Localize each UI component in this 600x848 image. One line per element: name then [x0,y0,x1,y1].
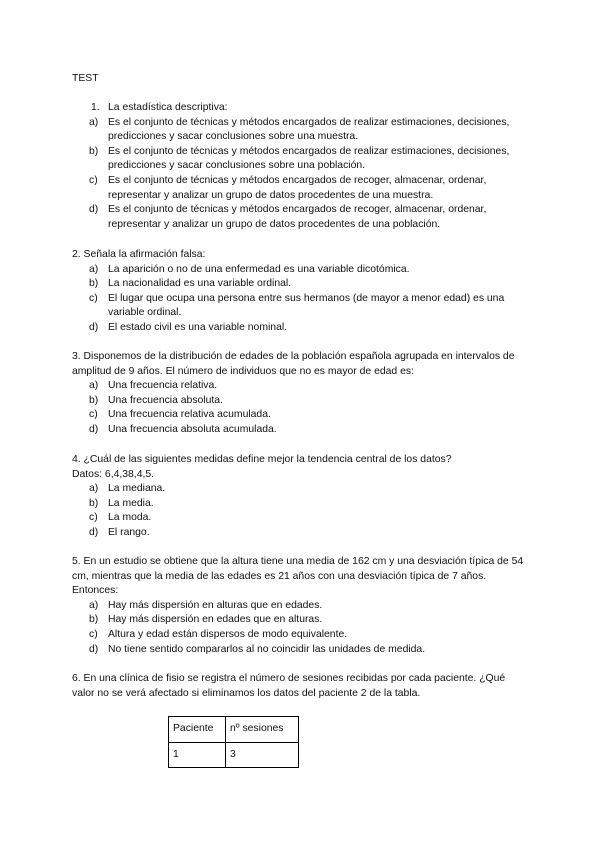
option-5a: a) Hay más dispersión en alturas que en edades. [89,599,323,611]
option-3a: a) Una frecuencia relativa. [89,380,218,392]
option-4d: d) El rango. [89,526,150,538]
option-5d: d) No tiene sentido compararlos al no coincidir las unidades de medida. [89,643,426,655]
question-1 [72,101,524,232]
question-1-stem: La estadística descriptiva: [108,102,228,113]
option-3b: b) Una frecuencia absoluta. [89,394,223,406]
option-4c: c) La moda. [89,512,152,524]
question-3 [72,350,524,438]
table-row [169,742,299,768]
option-3d: d) Una frecuencia absoluta acumulada. [89,423,277,435]
table-header-cell: nº sesiones [226,717,299,743]
option-2a: a) La aparición o no de una enfermedad es una variable dicotómica. [89,263,410,275]
table-header-cell: Paciente [169,717,226,743]
question-4-stem: 4. ¿Cuál de las siguientes medidas define mejor la tendencia central de los datos? [72,454,452,465]
question-6-stem: 6. En una clínica de fisio se registra el número de sesiones recibidas por cada paciente. ¿Qué valor no se verá afectado si eliminamos los datos del paciente 2 de la tabla. [72,673,506,699]
page-title: TEST [72,73,99,84]
question-1-stem-line [72,101,524,116]
question-2 [72,248,524,336]
option-1a: a) Es el conjunto de técnicas y métodos encargados de realizar estimaciones, decisiones, predicciones y sacar conclusiones sobre una muestra. [89,116,510,143]
option-5b: b) Hay más dispersión en edades que en alturas. [89,614,323,626]
option-4a: a) La mediana. [89,483,166,495]
option-3c: c) Una frecuencia relativa acumulada. [89,409,271,421]
option-2d: d) El estado civil es una variable nominal. [89,321,288,333]
option-1c: c) Es el conjunto de técnicas y métodos encargados de recoger, almacenar, ordenar, representar y analizar un grupo de datos procedentes de una muestra. [89,174,487,201]
question-6 [72,672,524,701]
option-1b: b) Es el conjunto de técnicas y métodos encargados de realizar estimaciones, decisiones, predicciones y sacar conclusiones sobre una población. [89,145,510,172]
question-2-stem: 2. Señala la afirmación falsa: [72,249,206,260]
table-cell: 3 [226,742,299,768]
option-5c: c) Altura y edad están dispersos de modo equivalente. [89,628,348,640]
sessions-table [168,716,299,768]
question-1-number: 1. [91,102,100,113]
table-cell: 1 [169,742,226,768]
option-1d: d) Es el conjunto de técnicas y métodos encargados de recoger, almacenar, ordenar, representar y analizar un grupo de datos procedentes de una población. [89,204,487,230]
question-5 [72,555,524,657]
table-header-row [169,717,299,743]
question-5-stem: 5. En un estudio se obtiene que la altura tiene una media de 162 cm y una desviación típica de 54 cm, mientras que la media de las edades es 21 años con una desviación típica de 7 años. Entonces: [72,556,524,597]
question-4-data: Datos: 6,4,38,4,5. [72,468,155,480]
option-2b: b) La nacionalidad es una variable ordinal. [89,278,292,290]
question-3-stem: 3. Disponemos de la distribución de edades de la población española agrupada en intervalos de amplitud de 9 años. El número de individuos que no es mayor de edad es: [72,351,515,377]
option-4b: b) La media. [89,497,154,509]
option-2c: c) El lugar que ocupa una persona entre sus hermanos (de mayor a menor edad) es una variable ordinal. [89,292,505,319]
question-4 [72,453,524,541]
